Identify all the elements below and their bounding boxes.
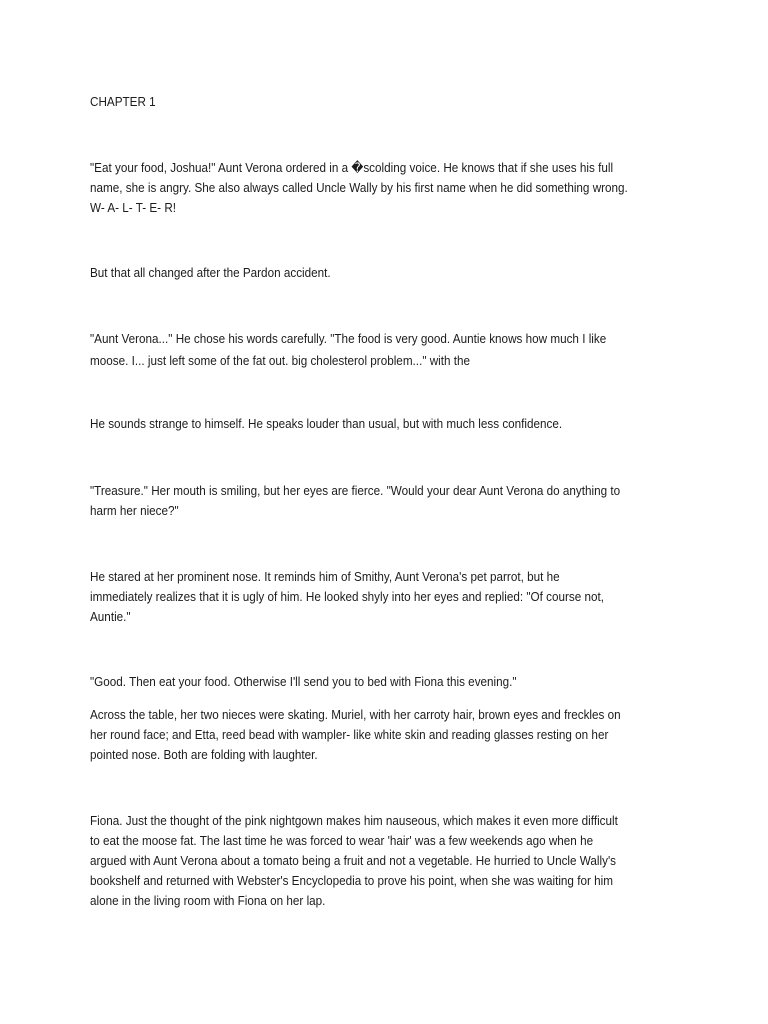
paragraph-line: Across the table, her two nieces were skating. Muriel, with her carroty hair, brown eyes and freckles on	[90, 707, 621, 722]
paragraph-line: bookshelf and returned with Webster's Encyclopedia to prove his point, when she was waiting for him	[90, 873, 613, 888]
paragraph-line: He stared at her prominent nose. It reminds him of Smithy, Aunt Verona's pet parrot, but he	[90, 569, 560, 584]
paragraph-7	[90, 672, 517, 692]
chapter-heading	[90, 92, 156, 112]
paragraph-line: Fiona. Just the thought of the pink nightgown makes him nauseous, which makes it even more difficult	[90, 813, 618, 828]
paragraph-line: moose. I... just left some of the fat out. big cholesterol problem..." with the	[90, 353, 471, 368]
paragraph-8	[90, 705, 621, 765]
paragraph-line: harm her niece?"	[90, 503, 179, 518]
paragraph-line: "Treasure." Her mouth is smiling, but her eyes are fierce. "Would your dear Aunt Verona do anything to	[90, 483, 621, 498]
paragraph-5	[90, 481, 620, 521]
paragraph-9	[90, 811, 618, 911]
paragraph-line: pointed nose. Both are folding with laughter.	[90, 747, 318, 762]
paragraph-line: to eat the moose fat. The last time he was forced to wear 'hair' was a few weekends ago when he	[90, 833, 594, 848]
paragraph-6	[90, 567, 604, 627]
paragraph-line: He sounds strange to himself. He speaks louder than usual, but with much less confidence.	[90, 416, 563, 431]
paragraph-2	[90, 263, 331, 283]
paragraph-line: alone in the living room with Fiona on her lap.	[90, 893, 326, 908]
paragraph-line: W- A- L- T- E- R!	[90, 200, 177, 215]
paragraph-1	[90, 158, 628, 218]
paragraph-line: her round face; and Etta, reed bead with wampler- like white skin and reading glasses resting on her	[90, 727, 609, 742]
paragraph-line: name, she is angry. She also always called Uncle Wally by his first name when he did something wrong.	[90, 180, 628, 195]
paragraph-line: "Aunt Verona..." He chose his words carefully. "The food is very good. Auntie knows how much I like	[90, 331, 607, 346]
paragraph-3	[90, 328, 606, 372]
paragraph-line: But that all changed after the Pardon accident.	[90, 265, 331, 280]
paragraph-line: argued with Aunt Verona about a tomato being a fruit and not a vegetable. He hurried to Uncle Wally's	[90, 853, 617, 868]
paragraph-line: "Eat your food, Joshua!" Aunt Verona ordered in a �scolding voice. He knows that if she uses his full	[90, 160, 614, 175]
chapter-heading-text: CHAPTER 1	[90, 94, 156, 109]
paragraph-line: "Good. Then eat your food. Otherwise I'll send you to bed with Fiona this evening."	[90, 674, 517, 689]
paragraph-line: Auntie."	[90, 609, 131, 624]
paragraph-line: immediately realizes that it is ugly of him. He looked shyly into her eyes and replied: "Of course not,	[90, 589, 604, 604]
paragraph-4	[90, 414, 562, 434]
